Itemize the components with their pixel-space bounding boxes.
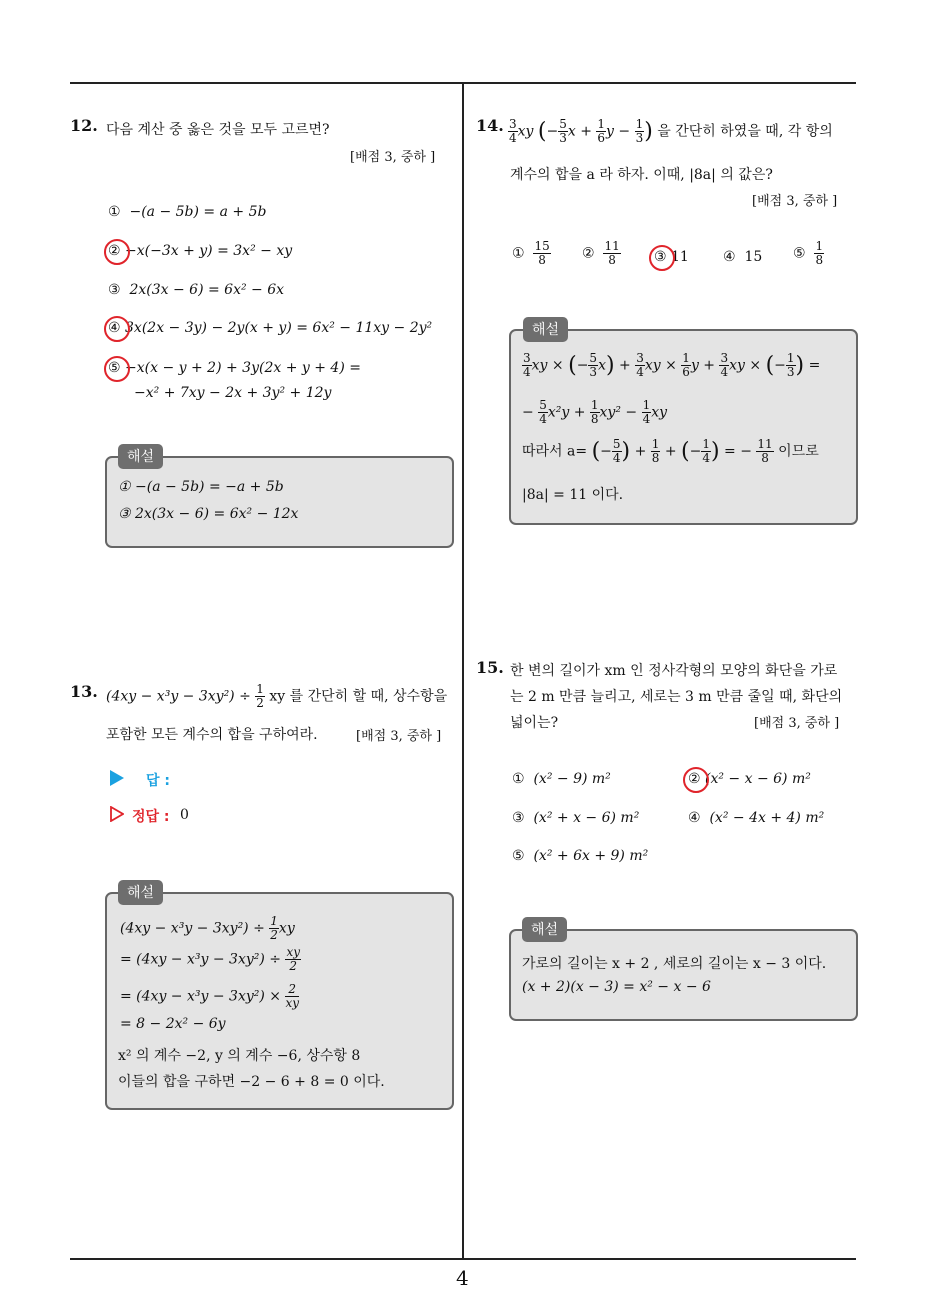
q14-solution-line-1: $\frac{3}{4}$ xy × (− $\frac{5}{3}$ x) + $\frac{3}{4}$ xy × $\frac{1}{6}$ y + $\frac{3}{4}$ xy × (− $\frac{1}{3}$ ) = bbox=[523, 351, 821, 379]
q12-solution-line-2: ③ 2x(3x − 6) = 6x² − 12x bbox=[118, 506, 299, 522]
q12-question: 다음 계산 중 옳은 것을 모두 고르면? bbox=[106, 122, 330, 138]
q14-number: 14. bbox=[476, 116, 504, 135]
q13-solution-line-4: = 8 − 2x² − 6y bbox=[120, 1016, 226, 1032]
q14-option-1[interactable]: ① $\frac{15}{8}$ bbox=[512, 239, 550, 267]
q12-option-4[interactable]: ④ 3x(2x − 3y) − 2y(x + y) = 6x² − 11xy − 2y² bbox=[108, 320, 433, 336]
q12-number: 12. bbox=[70, 116, 98, 135]
q15-option-2[interactable]: ② (x² − x − 6) m² bbox=[688, 771, 811, 787]
q13-solution-line-2: = (4xy − x³y − 3xy²) ÷ $\frac{xy}{2}$ bbox=[120, 945, 300, 973]
q15-option-4[interactable]: ④ (x² − 4x + 4) m² bbox=[688, 810, 825, 826]
q12-solution-tag: 해설 bbox=[118, 444, 163, 469]
q13-correct-value: 0 bbox=[180, 807, 189, 823]
q12-solution-line-1: ① −(a − 5b) = −a + 5b bbox=[118, 479, 284, 495]
outline-triangle-icon bbox=[110, 806, 124, 822]
q12-meta: [배점 3, 중하 ] bbox=[350, 150, 436, 165]
q12-solution-box bbox=[105, 456, 454, 548]
q13-solution-line-3: = (4xy − x³y − 3xy²) × $\frac{2}{xy}$ bbox=[120, 982, 299, 1010]
q13-solution-tag: 해설 bbox=[118, 880, 163, 905]
q13-question-line-2: 포함한 모든 계수의 합을 구하여라. bbox=[106, 727, 318, 743]
q14-meta: [배점 3, 중하 ] bbox=[752, 194, 838, 209]
q13-number: 13. bbox=[70, 682, 98, 701]
q15-number: 15. bbox=[476, 658, 504, 677]
center-divider bbox=[462, 83, 464, 1259]
q14-selected-circle-3 bbox=[649, 245, 675, 271]
q12-option-3[interactable]: ③ 2x(3x − 6) = 6x² − 6x bbox=[108, 282, 285, 298]
q15-solution-box bbox=[509, 929, 858, 1021]
q15-solution-line-1: 가로의 길이는 x + 2 , 세로의 길이는 x − 3 이다. bbox=[522, 956, 827, 972]
q13-solution-line-5: x² 의 계수 −2, y 의 계수 −6, 상수항 8 bbox=[118, 1048, 361, 1064]
q15-selected-circle-2 bbox=[683, 767, 709, 793]
q14-question-line-2: 계수의 합을 a 라 하자. 이때, |8a| 의 값은? bbox=[510, 167, 773, 183]
q15-solution-line-2: (x + 2)(x − 3) = x² − x − 6 bbox=[522, 979, 711, 995]
q14-solution-line-3: 따라서 a= (− $\frac{5}{4}$ ) + $\frac{1}{8}$ + (− $\frac{1}{4}$ ) = − $\frac{11}{8}$ 이므로 bbox=[522, 437, 819, 465]
q14-option-3[interactable]: ③ 11 bbox=[654, 249, 689, 265]
q15-question-line-1: 한 변의 길이가 xm 인 정사각형의 모양의 화단을 가로 bbox=[510, 663, 838, 679]
q12-option-2[interactable]: ② −x(−3x + y) = 3x² − xy bbox=[108, 243, 293, 259]
q14-question-line-1: $\frac{3}{4}$ xy (− $\frac{5}{3}$ x + $\frac{1}{6}$ y − $\frac{1}{3}$ ) 을 간단히 하였을 때, 각 항의 bbox=[509, 117, 833, 145]
q15-option-3[interactable]: ③ (x² + x − 6) m² bbox=[512, 810, 640, 826]
q13-correct-label: 정답 : bbox=[132, 809, 170, 825]
q12-selected-circle-2 bbox=[104, 239, 130, 265]
bottom-rule bbox=[70, 1258, 856, 1260]
q13-solution-line-6: 이들의 합을 구하면 −2 − 6 + 8 = 0 이다. bbox=[118, 1074, 385, 1090]
q12-selected-circle-5 bbox=[104, 356, 130, 382]
q15-solution-tag: 해설 bbox=[522, 917, 567, 942]
play-icon bbox=[110, 770, 124, 786]
q15-question-line-2: 는 2 m 만큼 늘리고, 세로는 3 m 만큼 줄일 때, 화단의 bbox=[510, 689, 843, 705]
q14-option-2[interactable]: ② $\frac{11}{8}$ bbox=[582, 239, 620, 267]
q13-fraction: $\frac{1}{2}$ bbox=[256, 682, 264, 710]
page-number: 4 bbox=[456, 1266, 469, 1290]
q14-option-5[interactable]: ⑤ $\frac{1}{8}$ bbox=[793, 239, 824, 267]
q14-solution-line-4: |8a| = 11 이다. bbox=[522, 487, 624, 503]
q13-answer-label: 답 : bbox=[146, 773, 170, 789]
q13-question-line-1: (4xy − x³y − 3xy²) ÷ $\frac{1}{2}$ xy 를 간단히 할 때, 상수항을 bbox=[106, 682, 448, 710]
q14-solution-line-2: − $\frac{5}{4}$ x²y + $\frac{1}{8}$ xy² − $\frac{1}{4}$ xy bbox=[522, 398, 668, 426]
q12-option-5-cont: −x² + 7xy − 2x + 3y² + 12y bbox=[134, 385, 332, 401]
q12-option-5[interactable]: ⑤ −x(x − y + 2) + 3y(2x + y + 4) = bbox=[108, 360, 361, 376]
q15-meta: [배점 3, 중하 ] bbox=[754, 716, 840, 731]
q15-option-5[interactable]: ⑤ (x² + 6x + 9) m² bbox=[512, 848, 649, 864]
q13-meta: [배점 3, 중하 ] bbox=[356, 729, 442, 744]
q14-solution-tag: 해설 bbox=[523, 317, 568, 342]
q12-selected-circle-4 bbox=[104, 316, 130, 342]
q14-option-4[interactable]: ④ 15 bbox=[723, 249, 763, 265]
q12-option-1[interactable]: ① −(a − 5b) = a + 5b bbox=[108, 204, 267, 220]
q13-solution-line-1: (4xy − x³y − 3xy²) ÷ $\frac{1}{2}$ xy bbox=[120, 914, 295, 942]
q15-question-line-3: 넓이는? bbox=[510, 715, 559, 731]
q15-option-1[interactable]: ① (x² − 9) m² bbox=[512, 771, 611, 787]
